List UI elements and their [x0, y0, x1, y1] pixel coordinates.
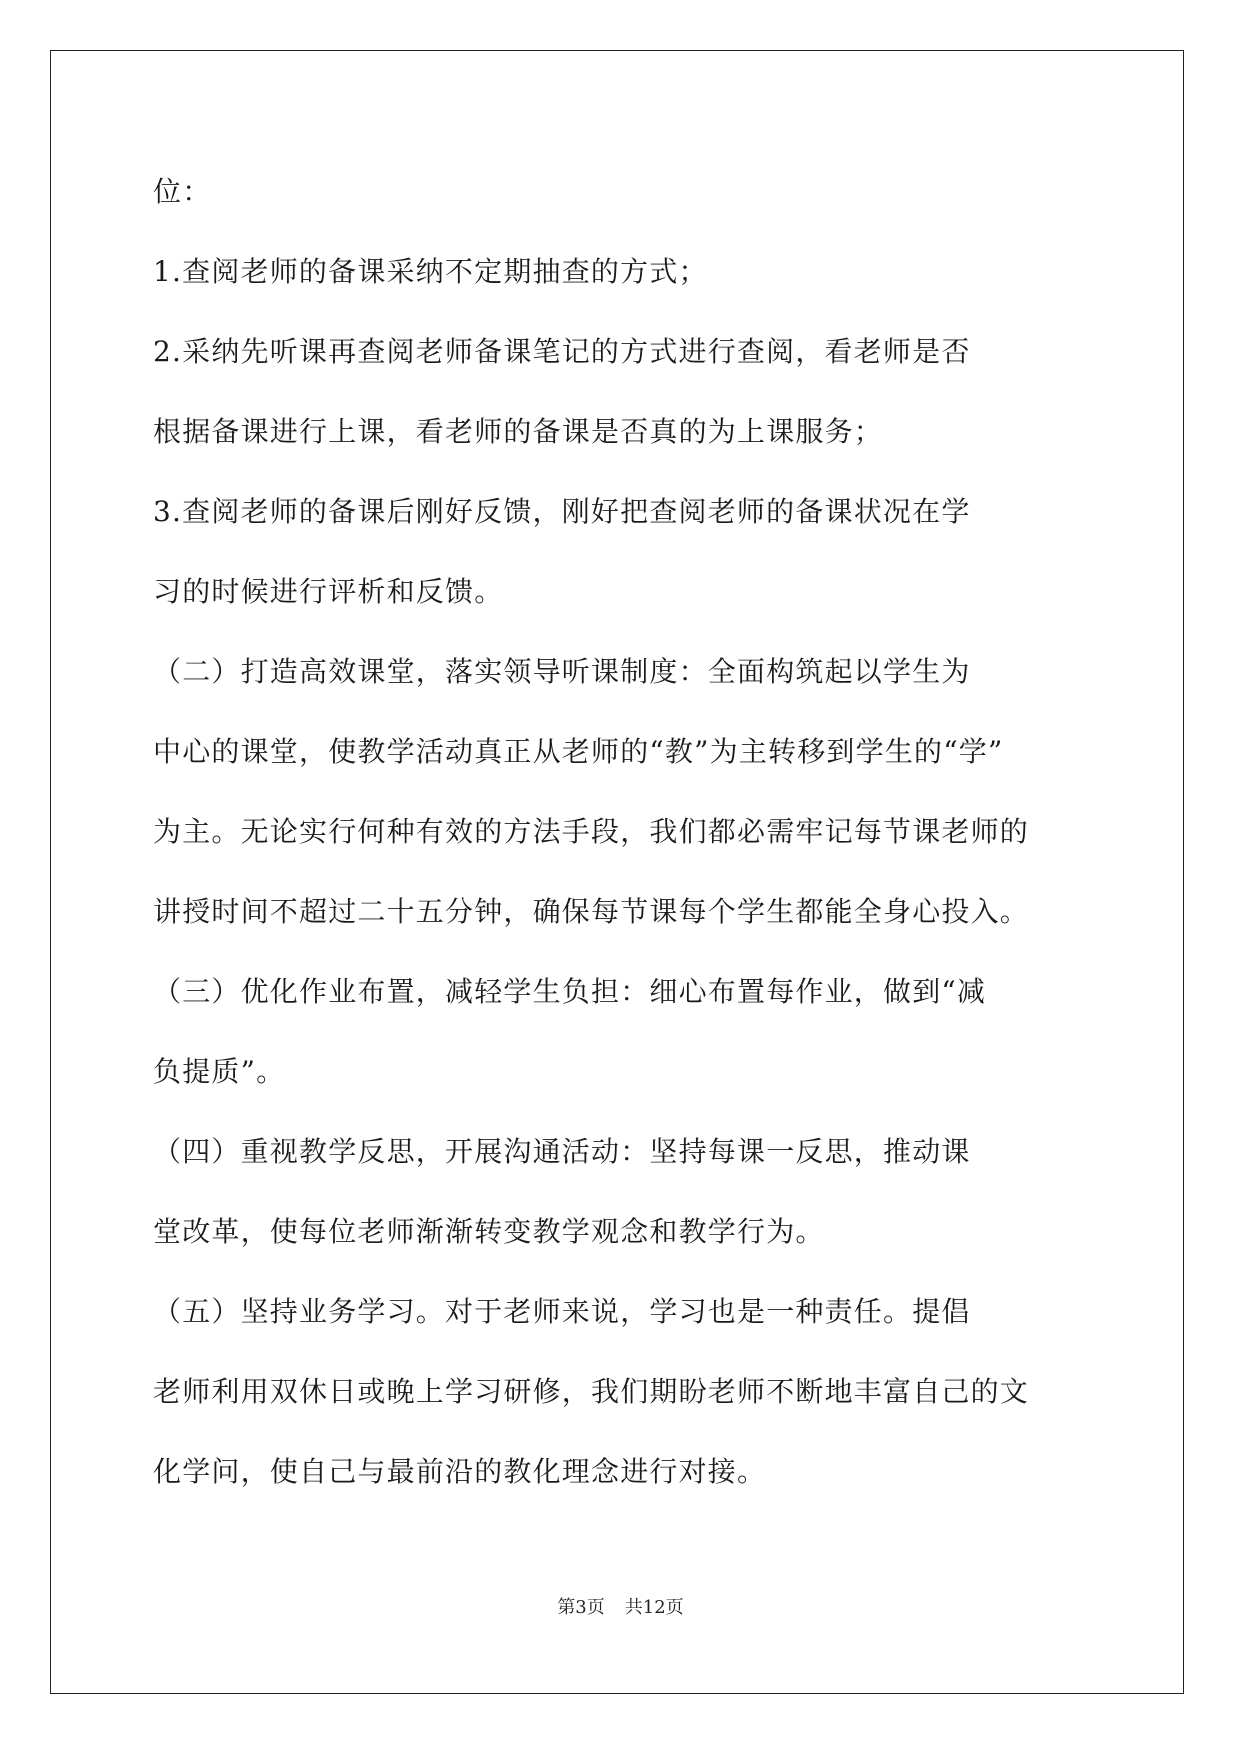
- text-line: 化学问，使自己与最前沿的教化理念进行对接。: [153, 1455, 767, 1488]
- list-item-1: 1.查阅老师的备课采纳不定期抽查的方式；: [153, 255, 708, 288]
- section-4: （四）重视教学反思，开展沟通活动：坚持每课一反思，推动课: [153, 1135, 971, 1168]
- text-line: 讲授时间不超过二十五分钟，确保每节课每个学生都能全身心投入。: [153, 895, 1030, 928]
- list-item-3: 3.查阅老师的备课后刚好反馈，刚好把查阅老师的备课状况在学: [153, 495, 971, 528]
- section-3: （三）优化作业布置，减轻学生负担：细心布置每作业，做到“减: [153, 975, 987, 1008]
- text-line: 负提质”。: [153, 1055, 286, 1088]
- text-line: 位：: [153, 175, 212, 208]
- page-border: [50, 50, 1184, 1694]
- text-line: 堂改革，使每位老师渐渐转变教学观念和教学行为。: [153, 1215, 825, 1248]
- text-line: 根据备课进行上课，看老师的备课是否真的为上课服务；: [153, 415, 884, 448]
- list-item-2: 2.采纳先听课再查阅老师备课笔记的方式进行查阅，看老师是否: [153, 335, 971, 368]
- text-line: 为主。无论实行何种有效的方法手段，我们都必需牢记每节课老师的: [153, 815, 1030, 848]
- page-number: 第3页: [557, 1597, 605, 1618]
- section-5: （五）坚持业务学习。对于老师来说，学习也是一种责任。提倡: [153, 1295, 971, 1328]
- text-line: 习的时候进行评析和反馈。: [153, 575, 504, 608]
- text-line: 中心的课堂，使教学活动真正从老师的“教”为主转移到学生的“学”: [153, 735, 1004, 768]
- page-footer: [0, 1596, 1241, 1620]
- page-total: 共12页: [624, 1597, 684, 1618]
- section-2: （二）打造高效课堂，落实领导听课制度：全面构筑起以学生为: [153, 655, 971, 688]
- text-line: 老师利用双休日或晚上学习研修，我们期盼老师不断地丰富自己的文: [153, 1375, 1030, 1408]
